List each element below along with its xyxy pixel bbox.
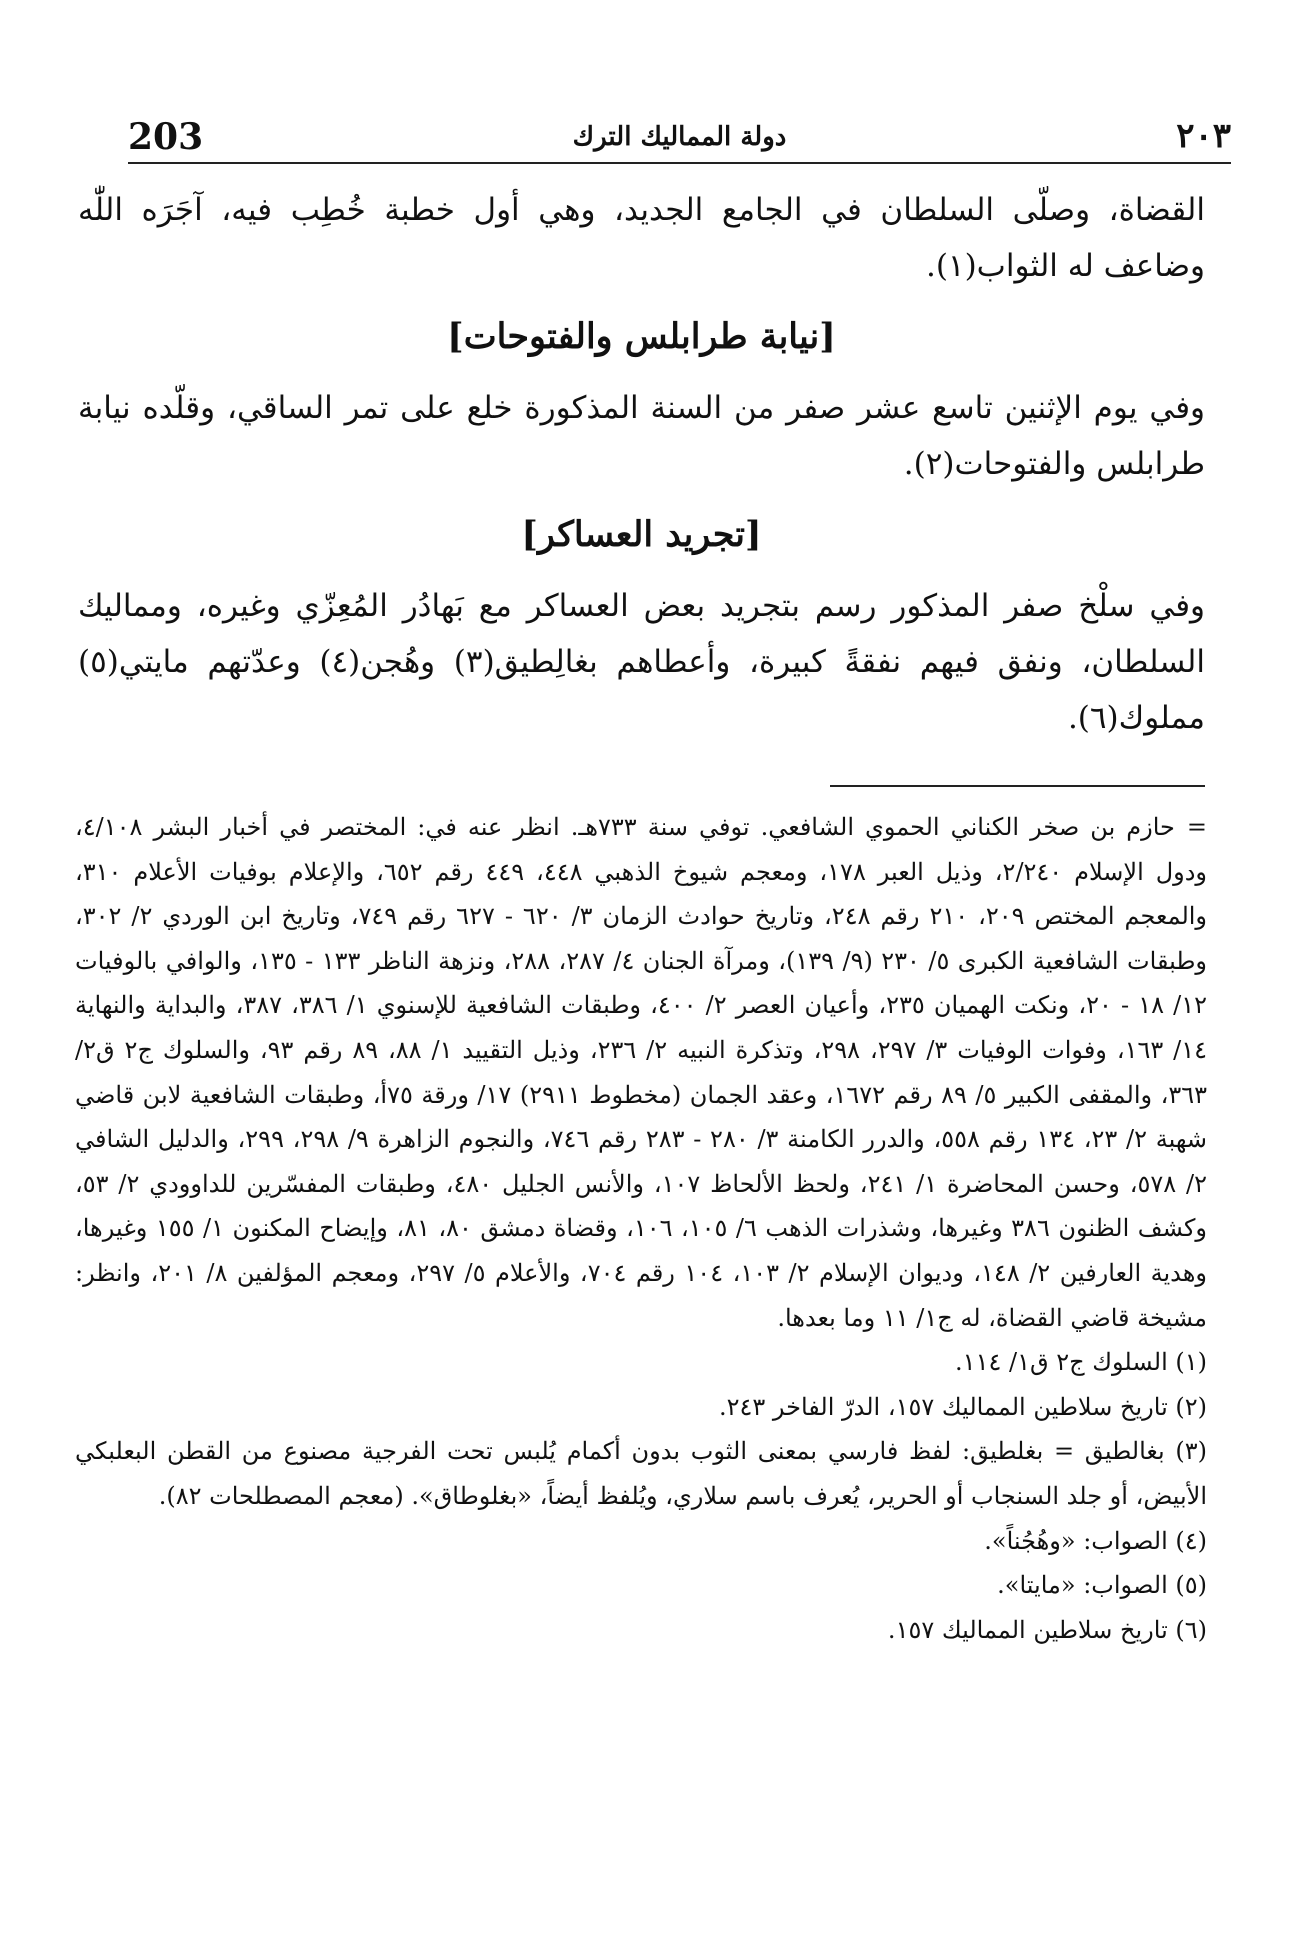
footnote-3: (٣) بغالطيق = بغلطيق: لفظ فارسي بمعنى الثوب بدون أكمام يُلبس تحت الفرجية مصنوع من القطن البعلبكي الأبيض، أو جلد السنجاب أو الحرير، يُعرف باسم سلاري، ويُلفظ أيضاً، «بغلوطاق». (معجم المصطلحات ٨٢). <box>75 1437 1207 1510</box>
continuation-text: حازم بن صخر الكناني الحموي الشافعي. توفي سنة ٧٣٣هـ. انظر عنه في: المختصر في أخبار البشر ٤/١٠٨، ودول الإسلام ٢/٢٤٠، وذيل العبر ١٧٨، ومعجم شيوخ الذهبي ٤٤٨، ٤٤٩ رقم ٦٥٢، والإعلام بوفيات الأعلام ٣١٠، والمعجم المختص ٢٠٩، ٢١٠ رقم ٢٤٨، وتاريخ حوادث الزمان ٣/ ٦٢٠ - ٦٢٧ رقم ٧٤٩، وتاريخ ابن الوردي ٢/ ٣٠٢، وطبقات الشافعية الكبرى ٥/ ٢٣٠ (٩/ ١٣٩)، ومرآة الجنان ٤/ ٢٨٧، ٢٨٨، ونزهة الناظر ١٣٣ - ١٣٥، والوافي بالوفيات ١٢/ ١٨ - ٢٠، ونكت الهميان ٢٣٥، وأعيان العصر ٢/ ٤٠٠، وطبقات الشافعية للإسنوي ١/ ٣٨٦، ٣٨٧، والبداية والنهاية ١٤/ ١٦٣، وفوات الوفيات ٣/ ٢٩٧، ٢٩٨، وتذكرة النبيه ٢/ ٢٣٦، وذيل التقييد ١/ ٨٨، ٨٩ رقم ٩٣، والسلوك ج٢ ق٢/ ٣٦٣، والمقفى الكبير ٥/ ٨٩ رقم ١٦٧٢، وعقد الجمان (مخطوط ٢٩١١) ١٧/ ورقة ٧٥أ، وطبقات الشافعية لابن قاضي شهبة ٢/ ٢٣، ١٣٤ رقم ٥٥٨، والدرر الكامنة ٣/ ٢٨٠ - ٢٨٣ رقم ٧٤٦، والنجوم الزاهرة ٩/ ٢٩٨، ٢٩٩، والدليل الشافي ٢/ ٥٧٨، وحسن المحاضرة ١/ ٢٤١، ولحظ الألحاظ ١٠٧، والأنس الجليل ٤٨٠، وطبقات المفسّرين للداوودي ٢/ ٥٣، وكشف الظنون ٣٨٦ وغيرها، وشذرات الذهب ٦/ ١٠٥، ١٠٦، وقضاة دمشق ٨٠، ٨١، وإيضاح المكنون ١/ ١٥٥ وغيرها، وهدية العارفين ٢/ ١٤٨، وديوان الإسلام ٢/ ١٠٣، ١٠٤ رقم ٧٠٤، والأعلام ٥/ ٢٩٧، ومعجم المؤلفين ٨/ ٢٠١، وانظر: مشيخة قاضي القضاة، له ج١/ ١١ وما بعدها. <box>75 813 1208 1332</box>
paragraph-2: وفي يوم الإثنين تاسع عشر صفر من السنة المذكورة خلع على تمر الساقي، وقلّده نيابة طرابلس والفتوحات(٢). <box>78 390 1205 482</box>
section-heading-tripoli: [نيابة طرابلس والفتوحات] <box>447 316 836 357</box>
page-number-latin: 203 <box>128 116 204 158</box>
footnote-1: (١) السلوك ج٢ ق١/ ١١٤. <box>955 1348 1207 1377</box>
main-text <box>78 182 1205 746</box>
footnote-2: (٢) تاريخ سلاطين المماليك ١٥٧، الدرّ الفاخر ٢٤٣. <box>718 1392 1207 1421</box>
footnote-4: (٤) الصواب: «وهُجُناً». <box>984 1526 1207 1555</box>
page-header <box>128 108 1231 164</box>
header-rule <box>128 162 1231 164</box>
footnote-6: (٦) تاريخ سلاطين المماليك ١٥٧. <box>887 1615 1207 1644</box>
footnote-5: (٥) الصواب: «مايتا». <box>997 1571 1207 1600</box>
footnote-separator <box>830 785 1205 787</box>
footnote-continuation <box>75 805 1207 1340</box>
footnotes <box>75 805 1207 1652</box>
continuation-marker: = <box>1186 813 1207 841</box>
paragraph-1: القضاة، وصلّى السلطان في الجامع الجديد، وهي أول خطبة خُطِب فيه، آجَرَه اللّٰه وضاعف له الثواب(١). <box>78 192 1205 284</box>
page-number-arabic: ٢٠٣ <box>1176 116 1231 156</box>
running-title: دولة المماليك الترك <box>572 122 787 152</box>
paragraph-3: وفي سلْخ صفر المذكور رسم بتجريد بعض العساكر مع بَهادُر المُعِزّي وغيره، ومماليك السلطان، ونفق فيهم نفقةً كبيرة، وأعطاهم بغالِطيق(٣) وهُجن(٤) وعدّتهم مايتي(٥) مملوك(٦). <box>78 588 1205 736</box>
section-heading-troops: [تجريد العساكر] <box>521 514 762 555</box>
